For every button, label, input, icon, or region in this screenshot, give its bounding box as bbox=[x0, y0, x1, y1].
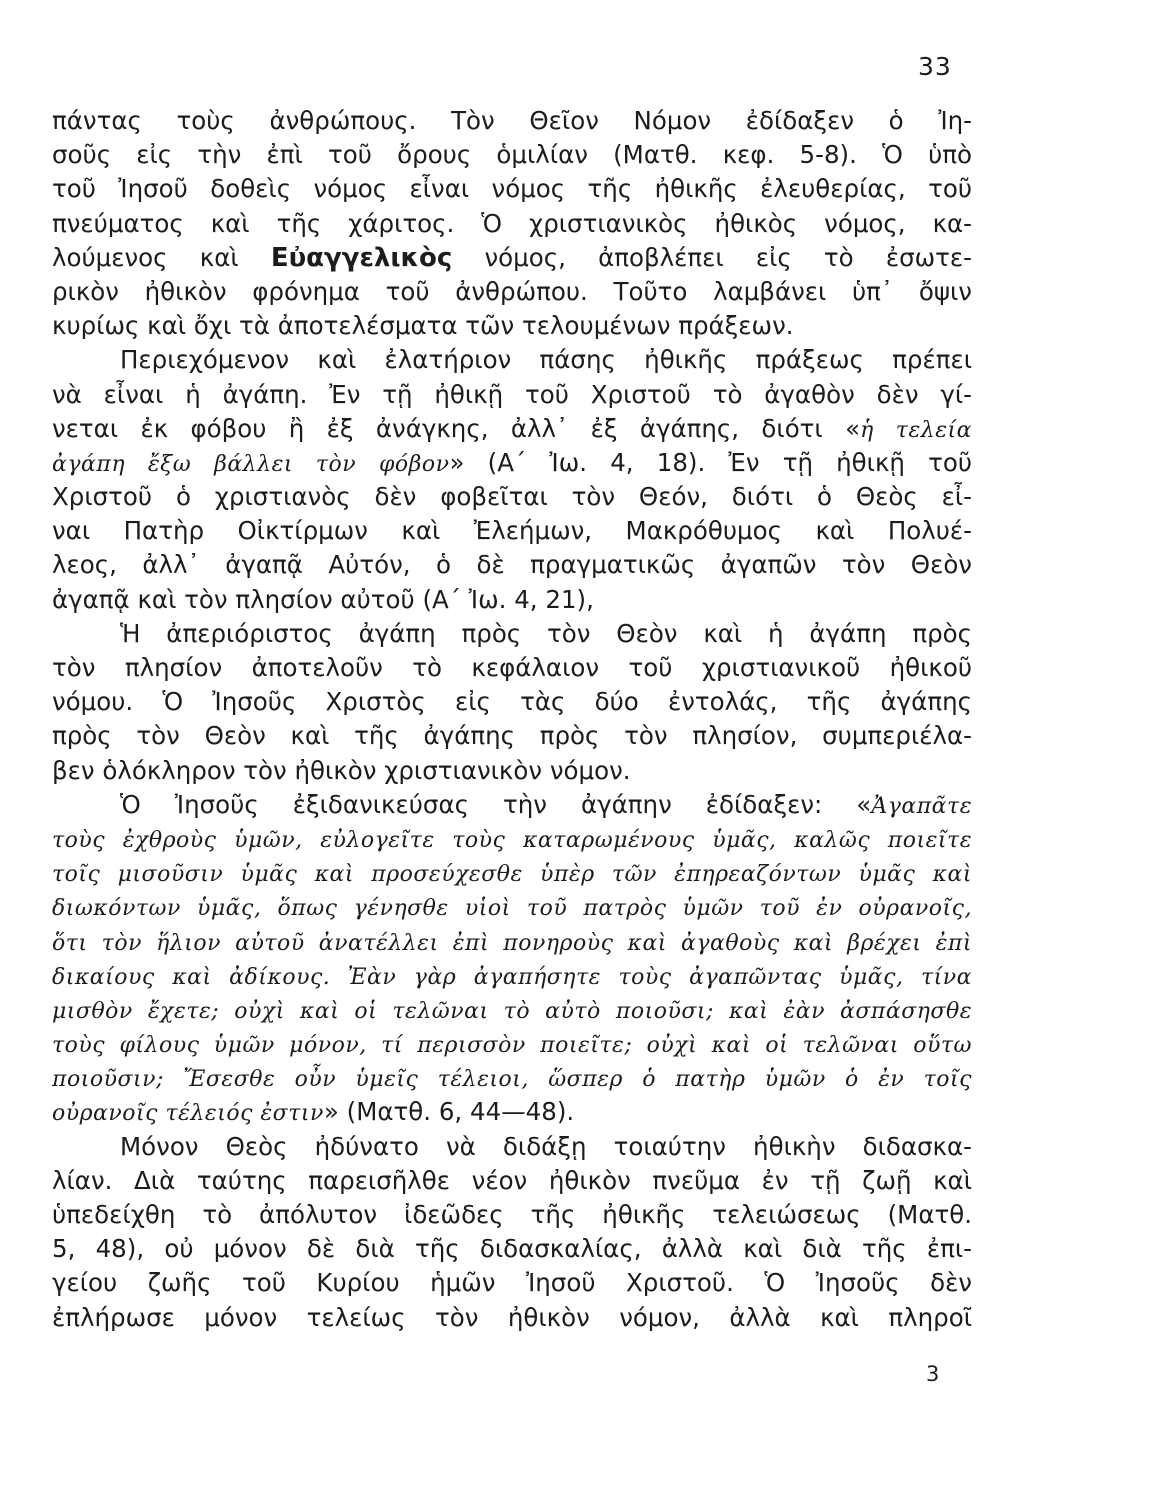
text-segment: γείου ζωῆς τοῦ Κυρίου ἡμῶν Ἰησοῦ Χριστοῦ. Ὁ Ἰησοῦς δὲν bbox=[52, 1268, 972, 1298]
text-line bbox=[52, 788, 972, 822]
text-segment: Μόνον Θεὸς ἠδύνατο νὰ διδάξῃ τοιαύτην ἠθικὴν διδασκα- bbox=[120, 1131, 972, 1161]
text-line bbox=[52, 1301, 972, 1335]
text-segment: λούμενος καὶ bbox=[52, 242, 271, 272]
text-line bbox=[52, 412, 972, 446]
text-segment: ὑπεδείχθη τὸ ἀπόλυτον ἰδεῶδες τῆς ἠθικῆς τελειώσεως (Ματθ. bbox=[52, 1200, 972, 1229]
text-segment-italic: μισθὸν ἔχετε; οὐχὶ καὶ οἱ τελῶναι τὸ αὐτὸ ποιοῦσι; καὶ ἐὰν ἀσπάσησθε bbox=[52, 998, 972, 1024]
text-segment: Χριστοῦ ὁ χριστιανὸς δὲν φοβεῖται τὸν Θεόν, διότι ὁ Θεὸς εἶ- bbox=[52, 482, 972, 512]
text-line bbox=[52, 1198, 972, 1232]
text-segment-italic: ἀγάπη ἔξω βάλλει τὸν φόβον bbox=[52, 451, 450, 477]
text-line bbox=[52, 685, 972, 719]
text-line bbox=[52, 207, 972, 241]
page-number: 33 bbox=[918, 52, 952, 81]
text-line bbox=[52, 480, 972, 514]
text-line bbox=[52, 959, 972, 993]
text-segment-italic: τοὺς φίλους ὑμῶν μόνον, τί περισσὸν ποιεῖτε; οὐχὶ καὶ οἱ τελῶναι οὕτω bbox=[52, 1033, 972, 1059]
text-segment: ἐπλήρωσε μόνον τελείως τὸν ἠθικὸν νόμον, ἀλλὰ καὶ πληροῖ bbox=[52, 1302, 972, 1332]
text-line bbox=[52, 822, 972, 856]
text-segment: Ὁ Ἰησοῦς ἐξιδανικεύσας τὴν ἀγάπην ἐδίδαξεν: « bbox=[120, 789, 872, 819]
text-line bbox=[52, 719, 972, 753]
text-line bbox=[52, 856, 972, 890]
text-segment: 5, 48), οὐ μόνον δὲ διὰ τῆς διδασκαλίας, ἀλλὰ καὶ διὰ τῆς ἐπι- bbox=[52, 1234, 972, 1264]
text-segment-bold: Εὐαγγελικὸς bbox=[270, 242, 453, 273]
text-line bbox=[52, 754, 972, 788]
text-line bbox=[52, 651, 972, 685]
text-segment: ἀγαπᾷ καὶ τὸν πλησίον αὐτοῦ (Α΄ Ἰω. 4, 21), bbox=[52, 584, 594, 614]
text-line bbox=[52, 617, 972, 651]
text-segment: ναι Πατὴρ Οἰκτίρμων καὶ Ἐλεήμων, Μακρόθυμος καὶ Πολυέ- bbox=[52, 516, 972, 546]
text-segment: νὰ εἶναι ἡ ἀγάπη. Ἐν τῇ ἠθικῇ τοῦ Χριστοῦ τὸ ἀγαθὸν δὲν γί- bbox=[52, 379, 972, 409]
text-line bbox=[52, 1130, 972, 1164]
text-segment: » (Α΄ Ἰω. 4, 18). Ἐν τῇ ἠθικῇ τοῦ bbox=[449, 447, 972, 477]
text-line bbox=[52, 241, 972, 275]
text-segment: σοῦς εἰς τὴν ἐπὶ τοῦ ὄρους ὁμιλίαν (Ματθ. κεφ. 5-8). Ὁ ὑπὸ bbox=[52, 140, 972, 170]
text-segment: κυρίως καὶ ὄχι τὰ ἀποτελέσματα τῶν τελουμένων πράξεων. bbox=[52, 311, 794, 341]
text-line bbox=[52, 138, 972, 172]
text-segment: Περιεχόμενον καὶ ἐλατήριον πάσης ἠθικῆς πράξεως πρέπει bbox=[120, 345, 972, 375]
text-segment: νόμος, ἀποβλέπει εἰς τὸ ἐσωτε- bbox=[452, 242, 972, 272]
text-segment-italic: δικαίους καὶ ἀδίκους. Ἐὰν γὰρ ἀγαπήσητε τοὺς ἀγαπῶντας ὑμᾶς, τίνα bbox=[52, 964, 972, 990]
text-line bbox=[52, 1266, 972, 1300]
text-segment: λεος, ἀλλ᾿ ἀγαπᾷ Αὐτόν, ὁ δὲ πραγματικῶς ἀγαπῶν τὸν Θεὸν bbox=[52, 550, 972, 580]
text-segment: » (Ματθ. 6, 44—48). bbox=[323, 1097, 575, 1127]
text-line bbox=[52, 275, 972, 309]
text-line bbox=[52, 172, 972, 206]
text-line bbox=[52, 583, 972, 617]
text-line bbox=[52, 925, 972, 959]
text-segment: πάντας τοὺς ἀνθρώπους. Τὸν Θεῖον Νόμον ἐδίδαξεν ὁ Ἰη- bbox=[52, 106, 972, 135]
text-segment-italic: ἡ τελεία bbox=[860, 417, 972, 443]
text-segment: λίαν. Διὰ ταύτης παρεισῆλθε νέον ἠθικὸν πνεῦμα ἐν τῇ ζωῇ καὶ bbox=[52, 1165, 972, 1195]
text-segment: τοῦ Ἰησοῦ δοθεὶς νόμος εἶναι νόμος τῆς ἠθικῆς ἐλευθερίας, τοῦ bbox=[52, 174, 972, 204]
text-segment: τὸν πλησίον ἀποτελοῦν τὸ κεφάλαιον τοῦ χριστιανικοῦ ἠθικοῦ bbox=[52, 653, 972, 682]
text-segment-italic: ποιοῦσιν; Ἔσεσθε οὖν ὑμεῖς τέλειοι, ὥσπερ ὁ πατὴρ ὑμῶν ὁ ἐν τοῖς bbox=[52, 1067, 972, 1093]
text-line bbox=[52, 1027, 972, 1061]
text-segment-italic: Ἀγαπᾶτε bbox=[871, 793, 972, 819]
text-line bbox=[52, 1061, 972, 1095]
text-line bbox=[52, 343, 972, 377]
text-segment-italic: διωκόντων ὑμᾶς, ὅπως γένησθε υἱοὶ τοῦ πατρὸς ὑμῶν τοῦ ἐν οὐρανοῖς, bbox=[52, 896, 972, 922]
text-line bbox=[52, 890, 972, 924]
text-segment: πρὸς τὸν Θεὸν καὶ τῆς ἀγάπης πρὸς τὸν πλησίον, συμπεριέλα- bbox=[52, 721, 972, 751]
text-line bbox=[52, 309, 972, 343]
text-line bbox=[52, 548, 972, 582]
text-line bbox=[52, 446, 972, 480]
text-segment: ρικὸν ἠθικὸν φρόνημα τοῦ ἀνθρώπου. Τοῦτο λαμβάνει ὑπ᾿ ὄψιν bbox=[52, 276, 972, 306]
text-line bbox=[52, 1164, 972, 1198]
text-segment-italic: ὅτι τὸν ἥλιον αὐτοῦ ἀνατέλλει ἐπὶ πονηροὺς καὶ ἀγαθοὺς καὶ βρέχει ἐπὶ bbox=[52, 930, 972, 956]
text-segment-italic: οὐρανοῖς τέλειός ἐστιν bbox=[52, 1101, 324, 1127]
text-line bbox=[52, 104, 972, 138]
text-segment: πνεύματος καὶ τῆς χάριτος. Ὁ χριστιανικὸς ἠθικὸς νόμος, κα- bbox=[52, 208, 972, 238]
printer-signature-mark: 3 bbox=[926, 1362, 940, 1386]
text-segment: Ἡ ἀπεριόριστος ἀγάπη πρὸς τὸν Θεὸν καὶ ἡ ἀγάπη πρὸς bbox=[120, 618, 972, 648]
text-line bbox=[52, 993, 972, 1027]
text-segment: νόμου. Ὁ Ἰησοῦς Χριστὸς εἰς τὰς δύο ἐντολάς, τῆς ἀγάπης bbox=[52, 687, 972, 717]
page-body-text bbox=[52, 104, 972, 1335]
text-segment-italic: τοὺς ἐχθροὺς ὑμῶν, εὐλογεῖτε τοὺς καταρωμένους ὑμᾶς, καλῶς ποιεῖτε bbox=[52, 827, 972, 853]
text-line bbox=[52, 1095, 972, 1129]
text-line bbox=[52, 514, 972, 548]
text-segment: νεται ἐκ φόβου ἢ ἐξ ἀνάγκης, ἀλλ᾿ ἐξ ἀγάπης, διότι « bbox=[52, 413, 861, 443]
text-line bbox=[52, 378, 972, 412]
text-segment-italic: τοῖς μισοῦσιν ὑμᾶς καὶ προσεύχεσθε ὑπὲρ τῶν ἐπηρεαζόντων ὑμᾶς καὶ bbox=[52, 862, 972, 888]
text-segment: βεν ὁλόκληρον τὸν ἠθικὸν χριστιανικὸν νόμον. bbox=[52, 755, 631, 785]
text-line bbox=[52, 1232, 972, 1266]
